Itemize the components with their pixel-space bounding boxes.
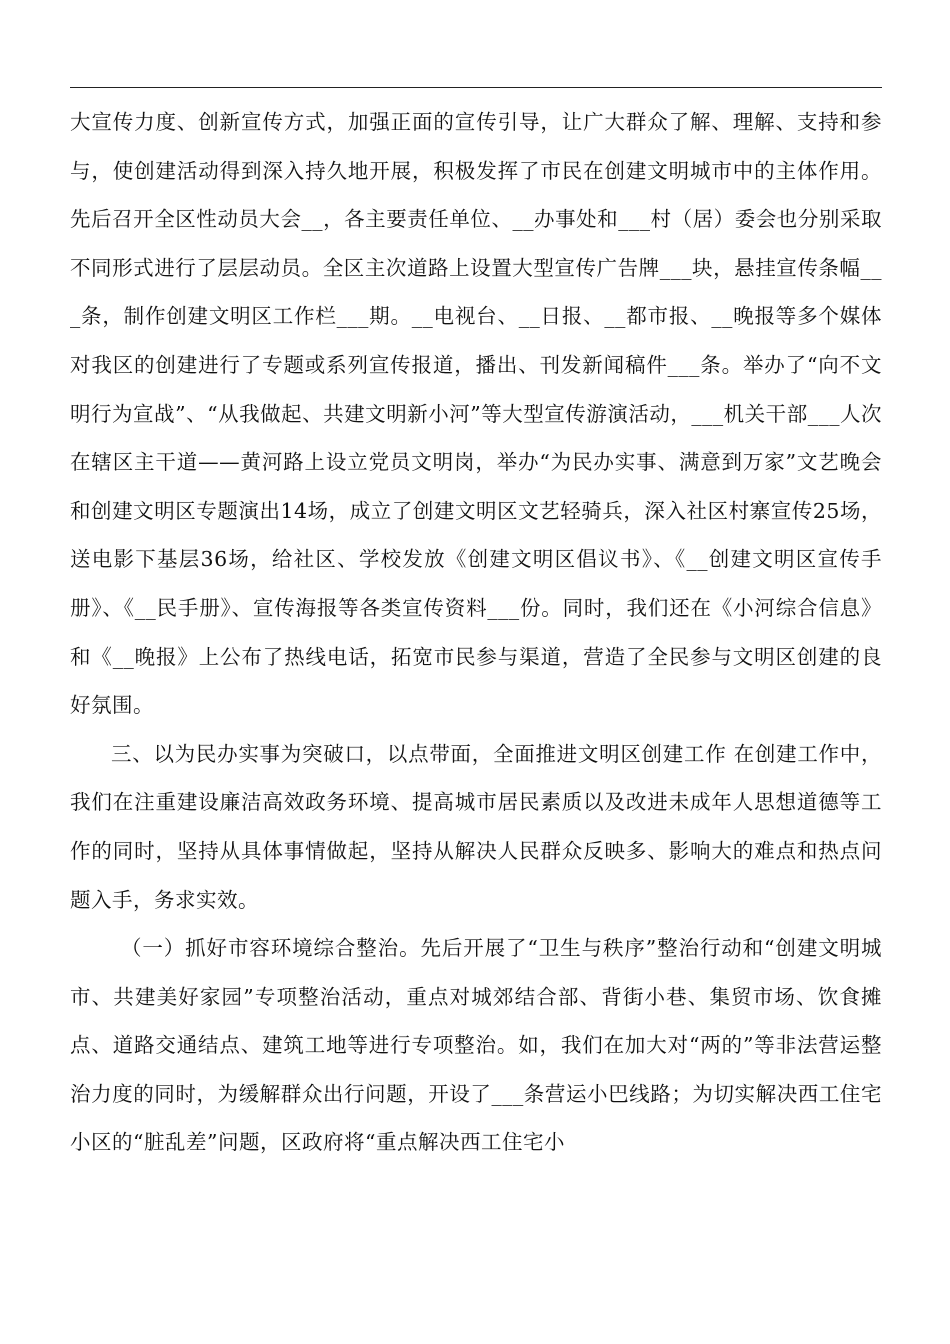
paragraph-section-three: 三、以为民办实事为突破口，以点带面，全面推进文明区创建工作 在创建工作中，我们在注重建设廉洁高效政务环境、提高城市居民素质以及改进未成年人思想道德等工作的同时，坚持从具体事情做起，坚持从解决人民群众反映多、影响大的难点和热点问题入手，务求实效。 (70, 741, 882, 912)
paragraph-item-one: （一）抓好市容环境综合整治。先后开展了“卫生与秩序”整治行动和“创建文明城市、共建美好家园”专项整治活动，重点对城郊结合部、背街小巷、集贸市场、饮食摊点、道路交通结点、建筑工地等进行专项整治。如，我们在加大对“两的”等非法营运整治力度的同时，为缓解群众出行问题，开设了___条营运小巴线路；为切实解决西工住宅小区的“脏乱差”问题，区政府将“重点解决西工住宅小 (70, 936, 882, 1155)
header-rule (70, 87, 882, 88)
document-body (70, 98, 882, 1167)
paragraph-publicity: 大宣传力度、创新宣传方式，加强正面的宣传引导，让广大群众了解、理解、支持和参与，使创建活动得到深入持久地开展，积极发挥了市民在创建文明城市中的主体作用。先后召开全区性动员大会__，各主要责任单位、__办事处和___村（居）委会也分别采取不同形式进行了层层动员。全区主次道路上设置大型宣传广告牌___块，悬挂宣传条幅___条，制作创建文明区工作栏___期。__电视台、__日报、__都市报、__晚报等多个媒体对我区的创建进行了专题或系列宣传报道，播出、刊发新闻稿件___条。举办了“向不文明行为宣战”、“从我做起、共建文明新小河”等大型宣传游演活动，___机关干部___人次在辖区主干道——黄河路上设立党员文明岗，举办“为民办实事、满意到万家”文艺晚会和创建文明区专题演出14场，成立了创建文明区文艺轻骑兵，深入社区村寨宣传25场，送电影下基层36场，给社区、学校发放《创建文明区倡议书》、《__创建文明区宣传手册》、《__民手册》、宣传海报等各类宣传资料___份。同时，我们还在《小河综合信息》和《__晚报》上公布了热线电话，拓宽市民参与渠道，营造了全民参与文明区创建的良好氛围。 (70, 110, 882, 718)
